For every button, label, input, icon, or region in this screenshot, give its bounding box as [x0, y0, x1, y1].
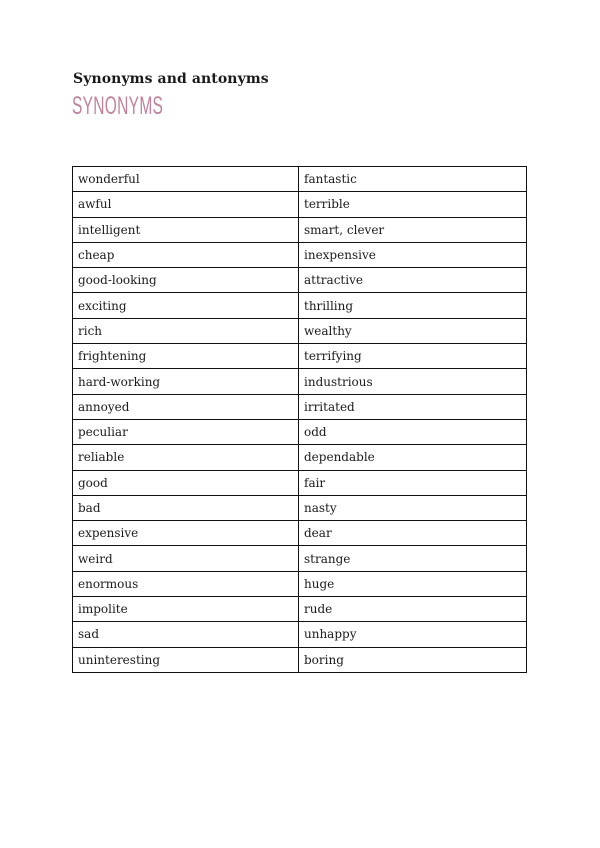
table-row — [73, 495, 527, 520]
word-cell: exciting — [73, 293, 299, 318]
synonym-cell: dear — [299, 521, 527, 546]
synonym-cell: unhappy — [299, 622, 527, 647]
table-row — [73, 318, 527, 343]
synonym-cell: inexpensive — [299, 242, 527, 267]
table-row — [73, 521, 527, 546]
word-cell: uninteresting — [73, 647, 299, 672]
synonym-cell: industrious — [299, 369, 527, 394]
synonym-cell: terrifying — [299, 344, 527, 369]
table-row — [73, 597, 527, 622]
table-row — [73, 394, 527, 419]
table-row — [73, 445, 527, 470]
table-row — [73, 622, 527, 647]
word-cell: frightening — [73, 344, 299, 369]
page-title: Synonyms and antonyms — [73, 71, 269, 87]
word-cell: sad — [73, 622, 299, 647]
synonym-cell: boring — [299, 647, 527, 672]
table-row — [73, 419, 527, 444]
table-row — [73, 217, 527, 242]
synonym-cell: strange — [299, 546, 527, 571]
synonym-cell: rude — [299, 597, 527, 622]
word-cell: good-looking — [73, 268, 299, 293]
table-row — [73, 546, 527, 571]
table-row — [73, 293, 527, 318]
table-row — [73, 167, 527, 192]
synonym-cell: irritated — [299, 394, 527, 419]
synonym-cell: wealthy — [299, 318, 527, 343]
synonym-cell: nasty — [299, 495, 527, 520]
word-cell: intelligent — [73, 217, 299, 242]
table-row — [73, 647, 527, 672]
word-cell: impolite — [73, 597, 299, 622]
word-cell: awful — [73, 192, 299, 217]
word-cell: wonderful — [73, 167, 299, 192]
word-cell: annoyed — [73, 394, 299, 419]
table-row — [73, 470, 527, 495]
table-row — [73, 369, 527, 394]
word-cell: weird — [73, 546, 299, 571]
table-row — [73, 344, 527, 369]
table-row — [73, 268, 527, 293]
word-cell: cheap — [73, 242, 299, 267]
word-cell: bad — [73, 495, 299, 520]
synonym-cell: odd — [299, 419, 527, 444]
word-cell: rich — [73, 318, 299, 343]
table-row — [73, 192, 527, 217]
word-cell: hard-working — [73, 369, 299, 394]
synonym-cell: fantastic — [299, 167, 527, 192]
table-row — [73, 571, 527, 596]
synonym-cell: dependable — [299, 445, 527, 470]
word-cell: peculiar — [73, 419, 299, 444]
word-cell: enormous — [73, 571, 299, 596]
word-cell: reliable — [73, 445, 299, 470]
section-heading: SYNONYMS — [72, 92, 164, 120]
synonym-cell: huge — [299, 571, 527, 596]
table-row — [73, 242, 527, 267]
synonym-cell: attractive — [299, 268, 527, 293]
synonym-cell: smart, clever — [299, 217, 527, 242]
word-cell: expensive — [73, 521, 299, 546]
synonym-cell: terrible — [299, 192, 527, 217]
synonym-cell: fair — [299, 470, 527, 495]
word-cell: good — [73, 470, 299, 495]
synonym-cell: thrilling — [299, 293, 527, 318]
synonyms-table — [72, 166, 527, 673]
